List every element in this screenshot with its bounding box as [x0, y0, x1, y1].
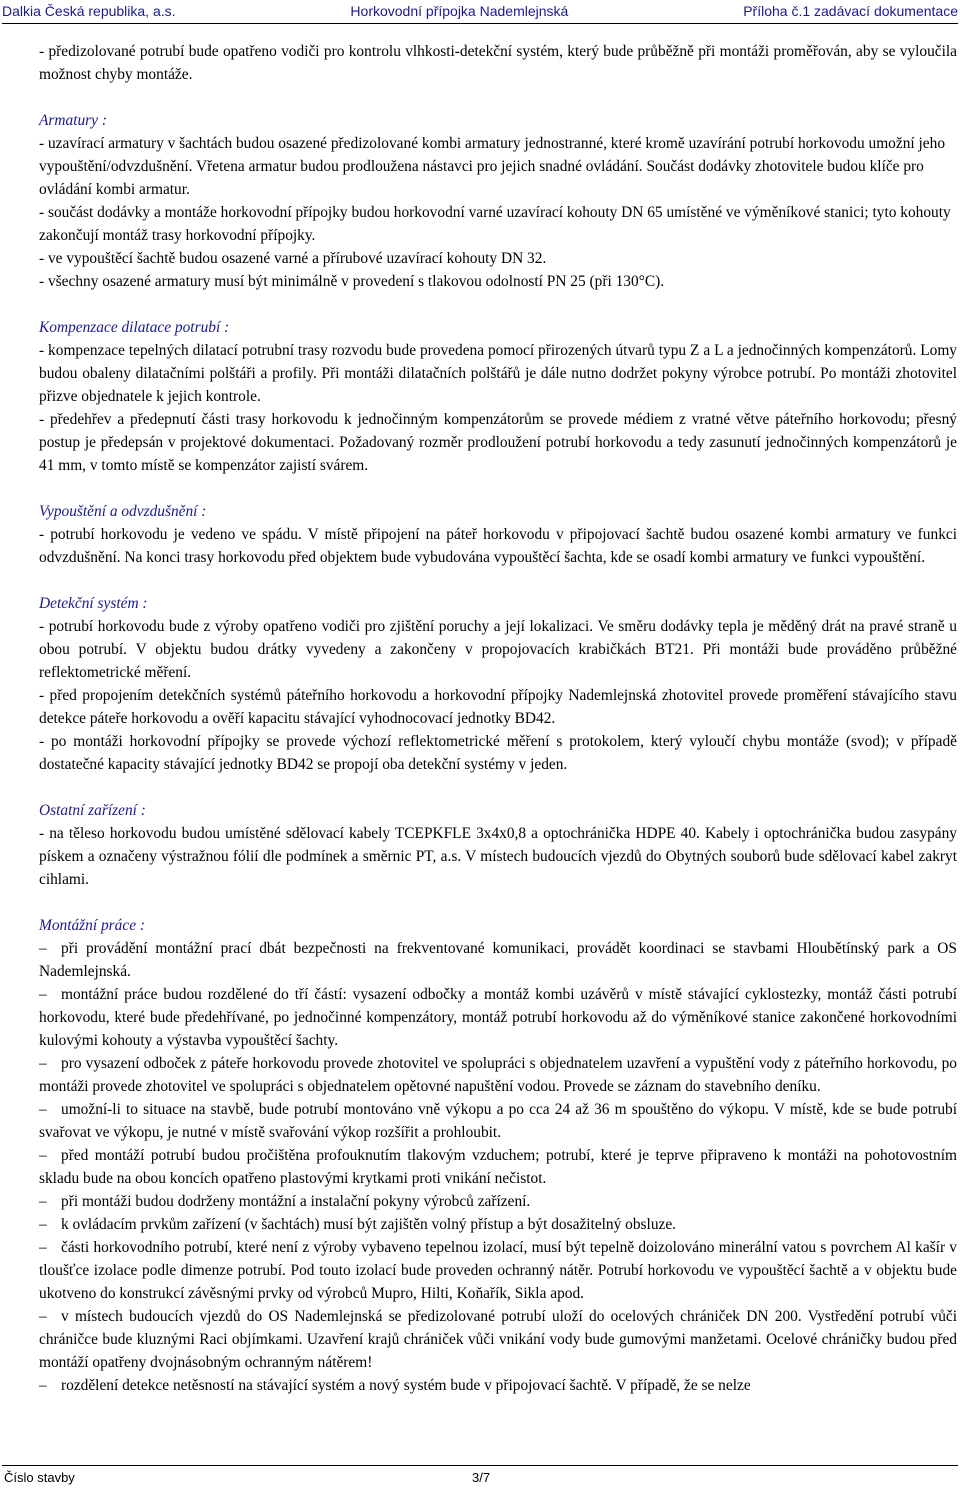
list-item-text: k ovládacím prvkům zařízení (v šachtách) musí být zajištěn volný přístup a být dosažitelný obsluze. — [61, 1216, 677, 1233]
list-item — [39, 1374, 957, 1397]
paragraph: - kompenzace tepelných dilatací potrubní trasy rozvodu bude provedena pomocí přirozených útvarů typu Z a L a jednočinných kompenzátorů. Lomy budou obaleny dilatačními polštáři a profily. Při montáži dilatačních polštářů je dále nutno dodržet pokyny výrobce potrubí. Po montáži zhotovitel přizve objednatele k jejich kontrole. — [39, 342, 957, 405]
document-body — [39, 40, 957, 1397]
intro-paragraph: - předizolované potrubí bude opatřeno vodiči pro kontrolu vlhkosti-detekční systém, který bude průběžně při montáži proměřován, aby se vyloučila možnost chyby montáže. — [39, 43, 957, 83]
dash-bullet: – — [39, 940, 47, 957]
dash-bullet: – — [39, 1239, 47, 1256]
dash-bullet: – — [39, 1193, 47, 1210]
header-company: Dalkia Česká republika, a.s. — [2, 3, 176, 19]
paragraph: - potrubí horkovodu je vedeno ve spádu. V místě připojení na páteř horkovodu v připojovací šachtě budou osazené kombi armatury ve funkci odvzdušnění. Na konci trasy horkovodu před objektem bude vybudována vypouštěcí šachta, kde se osadí kombi armatury ve funkci vypouštění. — [39, 526, 957, 566]
dash-bullet: – — [39, 1101, 47, 1118]
paragraph: - před propojením detekčních systémů páteřního horkovodu a horkovodní přípojky Nademlejnská zhotovitel provede proměření stávajícího stavu detekce páteře horkovodu a ověří kapacitu stávající vyhodnocovací jednotky BD42. — [39, 687, 957, 727]
header-project: Horkovodní přípojka Nademlejnská — [350, 3, 569, 19]
dash-bullet: – — [39, 1055, 47, 1072]
list-item — [39, 983, 957, 1052]
list-item-text: montážní práce budou rozdělené do tří částí: vysazení odbočky a montáž kombi uzávěrů v místě stávající cyklostezky, montáž části potrubí horkovodu, které bude předehřívané, po jednočinné kompenzátory, montáž potrubí horkovodu až do výměníkové stanice zakončené horkovodními kulovými kohouty a výstavba vypouštěcí šachty. — [39, 986, 957, 1049]
list-item-text: v místech budoucích vjezdů do OS Nademlejnská se předizolované potrubí uloží do ocelových chrániček DN 200. Vystředění potrubí vůči chráničce bude kluznými Raci objímkami. Uzavření krajů chrániček vůči vnikání vody bude gumovými manžetami. Ocelové chráničky budou před montáží opatřeny dvojnásobným ochranným nátěrem! — [39, 1308, 957, 1371]
paragraph: - na těleso horkovodu budou umístěné sdělovací kabely TCEPKFLE 3x4x0,8 a optochránička HDPE 40. Kabely i optochránička budou zasypány pískem a označeny výstražnou fólií dle podmínek a směrnic PT, a.s. V místech budoucích vjezdů do Obytných souborů bude sdělovací kabel zakryt cihlami. — [39, 825, 957, 888]
section-heading-detekcni: Detekční systém : — [39, 595, 148, 612]
header-rule — [2, 23, 958, 24]
list-item-text: při montáži budou dodrženy montážní a instalační pokyny výrobců zařízení. — [61, 1193, 531, 1210]
page-footer — [0, 1470, 960, 1488]
list-item — [39, 1305, 957, 1374]
paragraph: - předehřev a předepnutí části trasy horkovodu k jednočinným kompenzátorům se provede médiem z vratné větve páteřního horkovodu; přesný postup je předepsán v projektové dokumentaci. Požadovaný rozměr prodloužení potrubí horkovodu a tedy zasunutí jednočinných kompenzátorů je 41 mm, v tomto místě se kompenzátor zajistí svárem. — [39, 411, 957, 474]
list-item — [39, 1236, 957, 1305]
list-item — [39, 937, 957, 983]
dash-bullet: – — [39, 1377, 47, 1394]
section-heading-montazni: Montážní práce : — [39, 917, 146, 934]
footer-label: Číslo stavby — [4, 1470, 75, 1485]
page-header — [0, 0, 960, 22]
paragraph: - všechny osazené armatury musí být minimálně v provedení s tlakovou odolností PN 25 (při 130°C). — [39, 273, 665, 290]
section-heading-vypousteni: Vypouštění a odvzdušnění : — [39, 503, 207, 520]
header-attachment: Příloha č.1 zadávací dokumentace — [743, 3, 958, 19]
dash-bullet: – — [39, 1216, 47, 1233]
list-item — [39, 1213, 957, 1236]
page-number: 3/7 — [472, 1470, 491, 1485]
list-item — [39, 1190, 957, 1213]
section-heading-armatury: Armatury : — [39, 112, 107, 129]
dash-bullet: – — [39, 986, 47, 1003]
paragraph: - potrubí horkovodu bude z výroby opatřeno vodiči pro zjištění poruchy a její lokalizaci. Ve směru dodávky tepla je měděný drát na pravé straně u obou potrubí. V objektu budou drátky vyvedeny a zakončeny v propojovacích krabičkách BT21. Při montáži bude prováděno průběžné reflektometrické měření. — [39, 618, 957, 681]
list-item — [39, 1052, 957, 1098]
list-item — [39, 1098, 957, 1144]
list-item-text: při provádění montážní prací dbát bezpečnosti na frekventované komunikaci, provádět koordinaci se stavbami Hloubětínský park a OS Nademlejnská. — [39, 940, 957, 980]
paragraph: - uzavírací armatury v šachtách budou osazené předizolované kombi armatury jednostranné, které kromě uzavírání potrubí horkovodu umožní jeho vypouštění/odvzdušnění. Vřetena armatur budou prodloužena nástavci pro jejich snadné ovládání. Součást dodávky zhotovitele budou klíče pro ovládání kombi armatur. — [39, 135, 946, 198]
footer-rule — [2, 1465, 958, 1466]
dash-bullet: – — [39, 1147, 47, 1164]
paragraph: - po montáži horkovodní přípojky se provede výchozí reflektometrické měření s protokolem, který vyloučí chybu montáže (svod); v případě dostatečné kapacity stávající jednotky BD42 se propojí oba detekční systémy v jeden. — [39, 733, 957, 773]
list-item-text: umožní-li to situace na stavbě, bude potrubí montováno vně výkopu a po cca 24 až 36 m spouštěno do výkopu. V místě, kde se bude potrubí svařovat ve výkopu, je nutné v místě svařování výkop rozšířit a prohloubit. — [39, 1101, 957, 1141]
list-item-text: před montáží potrubí budou pročištěna profouknutím tlakovým vzduchem; potrubí, které je teprve připraveno k montáži na pohotovostním skladu bude na obou koncích opatřeno plastovými krytkami proti vnikání nečistot. — [39, 1147, 957, 1187]
paragraph: - ve vypouštěcí šachtě budou osazené varné a přírubové uzavírací kohouty DN 32. — [39, 250, 547, 267]
list-item — [39, 1144, 957, 1190]
section-heading-ostatni: Ostatní zařízení : — [39, 802, 146, 819]
list-item-text: pro vysazení odboček z páteře horkovodu provede zhotovitel ve spolupráci s objednatelem uzavření a vypuštění vody z páteřního horkovodu, po montáži provede zhotovitel ve spolupráci s objednatelem opětovné napuštění vodou. Provede se záznam do stavebního deníku. — [39, 1055, 957, 1095]
list-item-text: části horkovodního potrubí, které není z výroby vybaveno tepelnou izolací, musí být tepelně doizolováno minerální vatou s povrchem Al kašír v tloušťce izolace podle dimenze potrubí. Pod touto izolací bude proveden ochranný nátěr. Potrubí horkovodu ve vypouštěcí šachtě a v objektu bude ukotveno do konstrukcí závěsnými prvky od výrobců Mupro, Hilti, Koňařík, Sikla apod. — [39, 1239, 957, 1302]
list-item-text: rozdělení detekce netěsností na stávající systém a nový systém bude v připojovací šachtě. V případě, že se nelze — [61, 1377, 751, 1394]
dash-bullet: – — [39, 1308, 47, 1325]
paragraph: - součást dodávky a montáže horkovodní přípojky budou horkovodní varné uzavírací kohouty DN 65 umístěné ve výměníkové stanici; tyto kohouty zakončují montáž trasy horkovodní přípojky. — [39, 204, 951, 244]
montazni-list — [39, 937, 957, 1397]
section-heading-kompenzace: Kompenzace dilatace potrubí : — [39, 319, 230, 336]
